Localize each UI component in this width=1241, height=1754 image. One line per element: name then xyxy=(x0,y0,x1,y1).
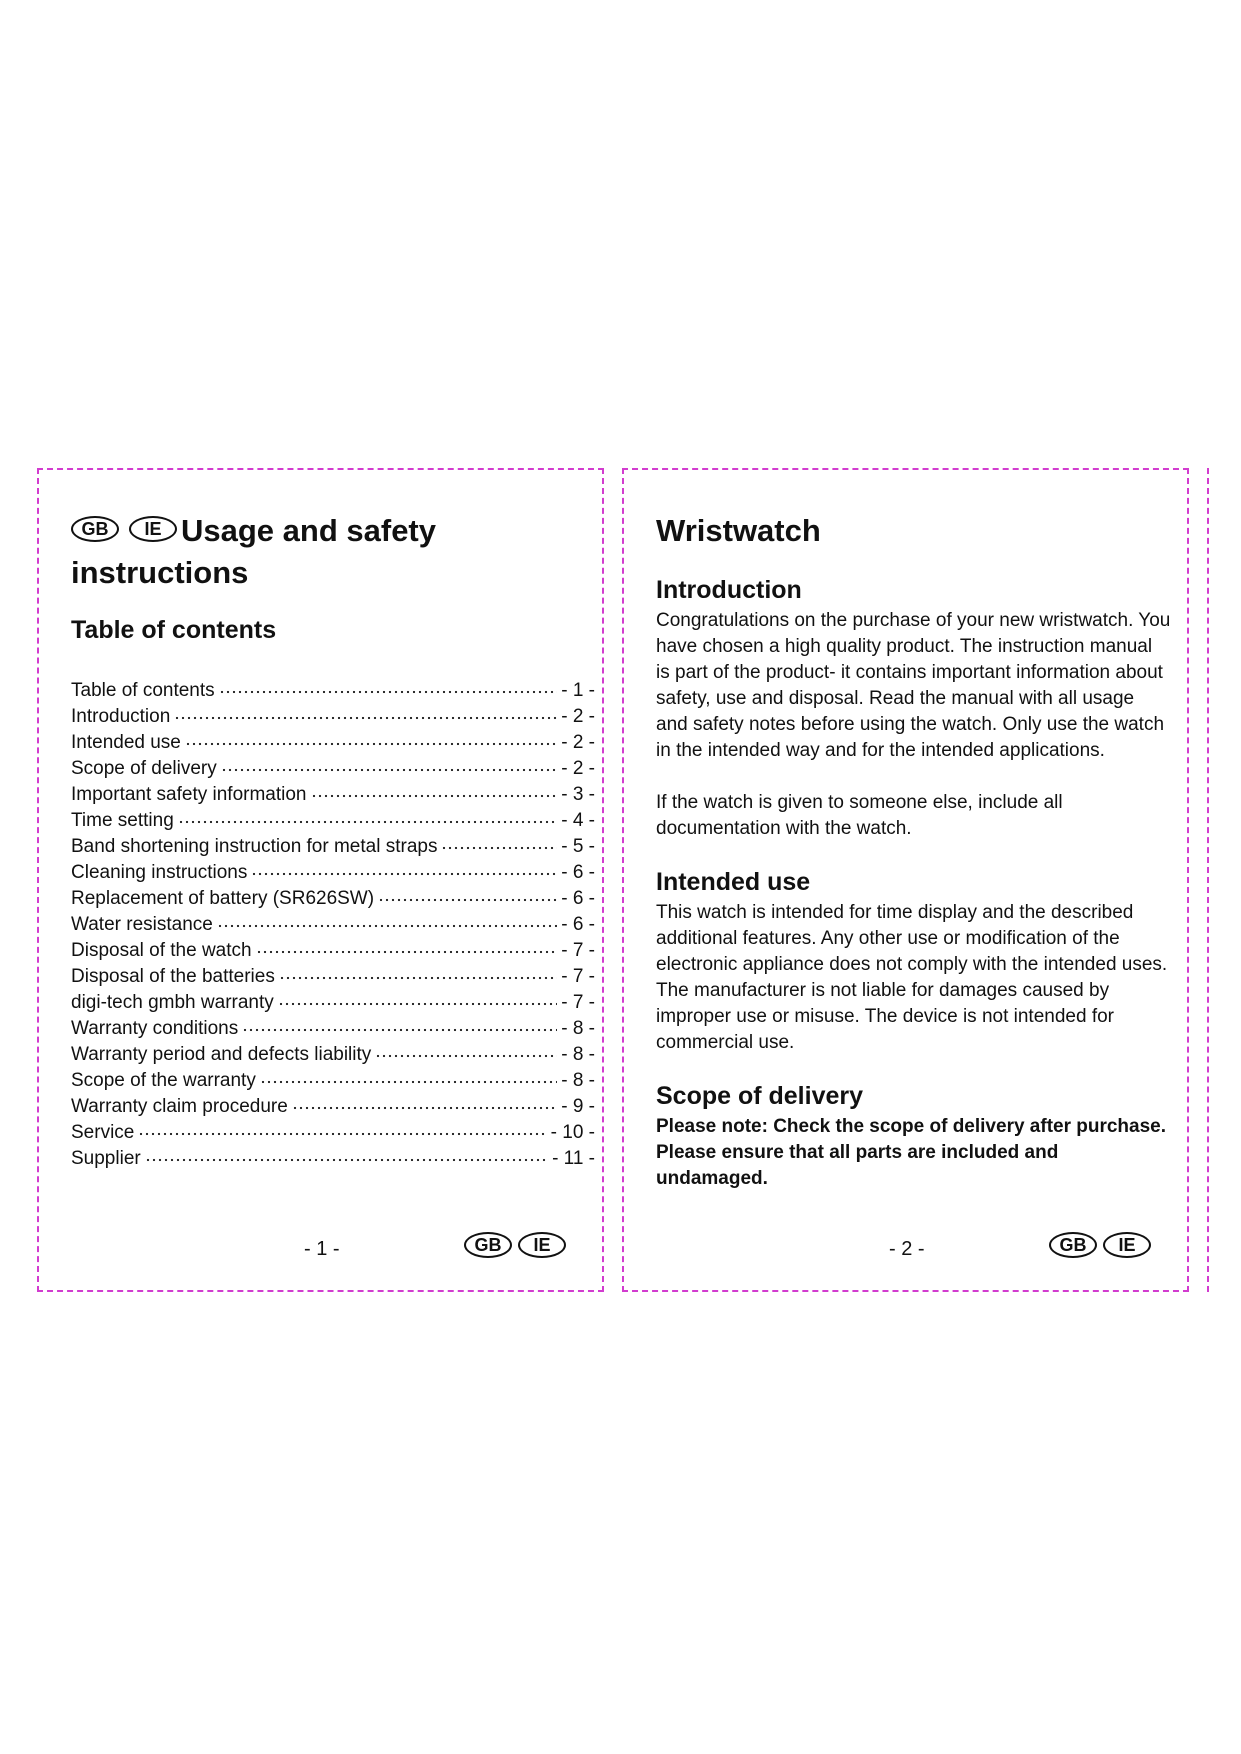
toc-heading: Table of contents xyxy=(71,616,277,644)
toc-entry xyxy=(71,781,595,807)
toc-leader-dots xyxy=(260,1066,557,1085)
toc-entry-label: Warranty period and defects liability xyxy=(71,1044,372,1065)
toc-entry xyxy=(71,963,595,989)
toc-entry-label: Scope of delivery xyxy=(71,758,217,779)
toc-entry-label: Service xyxy=(71,1122,135,1143)
country-badge-ie: IE xyxy=(1103,1232,1151,1258)
introduction-text-2: If the watch is given to someone else, include all documentation with the watch. xyxy=(656,792,1063,839)
toc-leader-dots xyxy=(185,728,557,747)
toc-leader-dots xyxy=(221,754,557,773)
toc-leader-dots xyxy=(219,676,558,695)
toc-entry-page: - 2 - xyxy=(561,706,595,727)
toc-leader-dots xyxy=(178,806,557,825)
toc-leader-dots xyxy=(138,1118,546,1137)
toc-entry-page: - 8 - xyxy=(561,1018,595,1039)
toc-entry-label: Disposal of the watch xyxy=(71,940,252,961)
toc-entry-page: - 5 - xyxy=(561,836,595,857)
country-badge-ie: IE xyxy=(129,516,177,542)
toc-leader-dots xyxy=(292,1092,557,1111)
toc-leader-dots xyxy=(378,884,557,903)
toc-entry xyxy=(71,1145,595,1171)
toc-entry-label: digi-tech gmbh warranty xyxy=(71,992,274,1013)
country-badge-gb: GB xyxy=(71,516,119,542)
footer-badges xyxy=(464,1232,566,1258)
toc-entry-label: Warranty claim procedure xyxy=(71,1096,288,1117)
right-page xyxy=(622,468,1189,1292)
manual-title xyxy=(71,510,571,594)
country-badge-gb: GB xyxy=(1049,1232,1097,1258)
toc-entry-label: Disposal of the batteries xyxy=(71,966,275,987)
toc-entry xyxy=(71,729,595,755)
toc-entry xyxy=(71,755,595,781)
toc-leader-dots xyxy=(375,1040,557,1059)
toc-entry-page: - 11 - xyxy=(552,1148,595,1169)
country-badge-gb: GB xyxy=(464,1232,512,1258)
toc-entry xyxy=(71,859,595,885)
toc-leader-dots xyxy=(279,962,557,981)
toc-leader-dots xyxy=(217,910,557,929)
toc-entry-label: Time setting xyxy=(71,810,174,831)
toc-entry xyxy=(71,989,595,1015)
introduction-heading: Introduction xyxy=(656,576,802,604)
toc-entry-label: Warranty conditions xyxy=(71,1018,239,1039)
toc-entry-label: Cleaning instructions xyxy=(71,862,248,883)
toc-entry-label: Water resistance xyxy=(71,914,213,935)
toc-entry xyxy=(71,833,595,859)
cut-line xyxy=(1207,468,1209,1292)
toc-entry-page: - 10 - xyxy=(550,1122,595,1143)
toc-entry-page: - 6 - xyxy=(561,914,595,935)
toc-entry-label: Intended use xyxy=(71,732,181,753)
toc-leader-dots xyxy=(256,936,558,955)
toc-entry-page: - 3 - xyxy=(561,784,595,805)
toc-entry-label: Band shortening instruction for metal straps xyxy=(71,836,438,857)
toc-leader-dots xyxy=(311,780,558,799)
toc-entry-page: - 7 - xyxy=(561,992,595,1013)
toc-entry-label: Important safety information xyxy=(71,784,307,805)
toc-entry-label: Scope of the warranty xyxy=(71,1070,256,1091)
toc-entry-page: - 1 - xyxy=(561,680,595,701)
toc-entry-page: - 8 - xyxy=(561,1070,595,1091)
toc-entry xyxy=(71,1119,595,1145)
toc-entry-page: - 4 - xyxy=(561,810,595,831)
intended-use-heading: Intended use xyxy=(656,868,811,896)
toc-entry-page: - 2 - xyxy=(561,758,595,779)
toc-entry xyxy=(71,1015,595,1041)
introduction-text: Congratulations on the purchase of your new wristwatch. You have chosen a high quality product. The instruction manual is part of the product- it contains important information about safety, use and disposal. Read the manual with all usage and safety notes before using the watch. Only use the watch in the intended way and for the intended applications. xyxy=(656,610,1171,761)
toc-entry xyxy=(71,1041,595,1067)
toc-entry xyxy=(71,1093,595,1119)
left-page xyxy=(37,468,604,1292)
toc-entry-page: - 2 - xyxy=(561,732,595,753)
toc-entry-page: - 7 - xyxy=(561,966,595,987)
toc-entry xyxy=(71,703,595,729)
manual-title-text: Usage and safety instructions xyxy=(71,513,436,590)
scope-of-delivery-text: Please note: Check the scope of delivery after purchase. Please ensure that all parts are included and undamaged. xyxy=(656,1116,1167,1189)
scope-of-delivery-heading: Scope of delivery xyxy=(656,1082,864,1110)
toc-leader-dots xyxy=(242,1014,557,1033)
country-badges xyxy=(71,516,177,542)
toc-leader-dots xyxy=(145,1144,548,1163)
toc-entry-page: - 8 - xyxy=(561,1044,595,1065)
toc-entry xyxy=(71,677,595,703)
toc-entry-label: Table of contents xyxy=(71,680,215,701)
toc-entry-label: Supplier xyxy=(71,1148,141,1169)
toc-leader-dots xyxy=(278,988,557,1007)
toc-entry xyxy=(71,911,595,937)
toc-leader-dots xyxy=(251,858,557,877)
toc-leader-dots xyxy=(174,702,557,721)
page-number: - 1 - xyxy=(304,1238,340,1260)
toc-entry-page: - 7 - xyxy=(561,940,595,961)
toc-entry xyxy=(71,937,595,963)
toc-leader-dots xyxy=(441,832,557,851)
intended-use-text: This watch is intended for time display and the described additional features. Any other use or modification of the electronic appliance does not comply with the intended uses. The manufacturer is not liable for damages caused by improper use or misuse. The device is not intended for commercial use. xyxy=(656,902,1168,1053)
toc-entry xyxy=(71,807,595,833)
table-of-contents xyxy=(71,677,595,1171)
toc-entry xyxy=(71,885,595,911)
page-number: - 2 - xyxy=(889,1238,925,1260)
toc-entry-page: - 9 - xyxy=(561,1096,595,1117)
toc-entry-label: Replacement of battery (SR626SW) xyxy=(71,888,375,909)
footer-badges xyxy=(1049,1232,1151,1258)
product-title: Wristwatch xyxy=(656,513,821,548)
toc-entry-label: Introduction xyxy=(71,706,171,727)
toc-entry xyxy=(71,1067,595,1093)
toc-entry-page: - 6 - xyxy=(561,888,595,909)
toc-entry-page: - 6 - xyxy=(561,862,595,883)
country-badge-ie: IE xyxy=(518,1232,566,1258)
